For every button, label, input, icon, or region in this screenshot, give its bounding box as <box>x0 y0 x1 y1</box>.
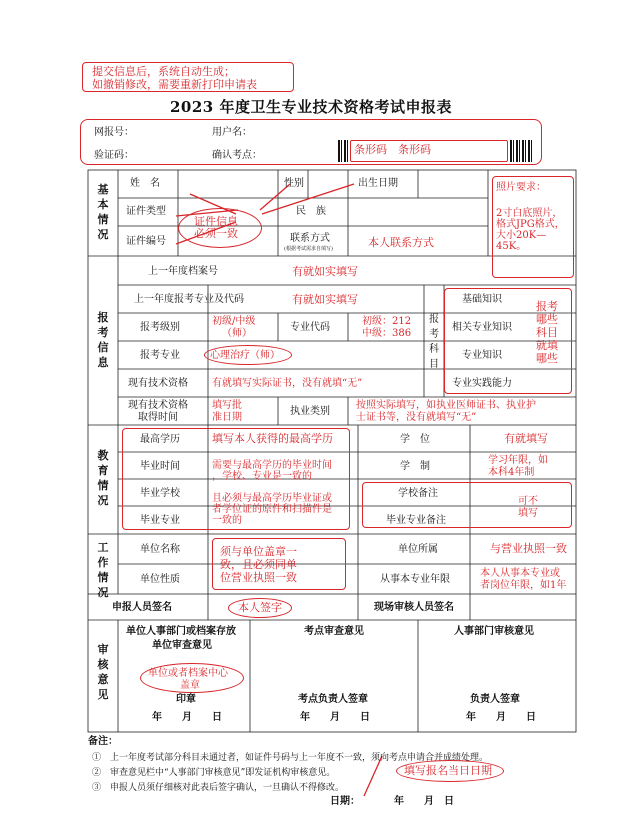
subjects-label: 报考科目 <box>429 314 439 370</box>
id-note-line1: 证件信息 <box>194 215 238 228</box>
name-label: 姓 名 <box>130 178 160 189</box>
review-col3: 人事部门审核意见 <box>454 626 534 637</box>
birth-label: 出生日期 <box>358 178 398 189</box>
degree-note: 有就填写 <box>504 432 548 445</box>
years-label: 从事本专业年限 <box>380 574 450 585</box>
id-note-line2: 必须一致 <box>194 227 238 240</box>
unit-note-2: 致，且必须同单 <box>220 558 297 571</box>
net-id-label: 网报号： <box>94 127 134 138</box>
reviewer-sign-label: 现场审核人员签名 <box>374 602 454 613</box>
stamp-label: 印章 <box>176 694 196 705</box>
id-no-label: 证件编号 <box>126 236 166 247</box>
major-code-note-2: 中级：386 <box>362 328 412 339</box>
degree-label: 学 位 <box>400 434 430 445</box>
col3-sign-label: 负责人签章 <box>470 694 520 705</box>
nature-label: 单位性质 <box>140 574 180 585</box>
school-remark-note-1: 可不 <box>518 496 538 507</box>
unit-note-3: 位营业执照一致 <box>220 571 297 584</box>
notes-title: 备注： <box>88 736 118 747</box>
note-2: ② 审查意见栏中“人事部门审核意见”即发证机构审核意见。 <box>92 768 336 778</box>
review-date-2: 年 月 日 <box>300 712 370 723</box>
qual-note: 有就填写实际证书，没有就填“无” <box>212 378 363 389</box>
note-3: ③ 申报人员须仔细核对此表后签字确认，一旦确认不得修改。 <box>92 783 345 793</box>
edu-note-6: 一致的 <box>212 515 242 526</box>
contact-note: 本人联系方式 <box>368 236 434 249</box>
captcha-label: 验证码： <box>94 150 134 161</box>
review-col1-line2: 单位审查意见 <box>152 640 212 651</box>
stamp-note-1: 单位或者档案中心 <box>148 668 228 679</box>
applicant-note: 本人签字 <box>238 601 282 614</box>
applicant-sign-label: 申报人员签名 <box>112 602 172 613</box>
contact-sub: (根据考试需求自填写) <box>284 246 333 252</box>
prev-archive-note: 有就如实填写 <box>292 265 358 278</box>
username-label: 用户名： <box>212 127 252 138</box>
note-1: ① 上一年度考试部分科目未通过者，如证件号码与上一年度不一致，须向考点申请合并成绩处理。 <box>92 753 489 763</box>
review-col1-line1: 单位人事部门或档案存放 <box>126 626 236 637</box>
unit-belong-note: 与营业执照一致 <box>490 542 567 555</box>
years-note-2: 者岗位年限，如1年 <box>480 580 567 591</box>
section-basic-label: 基本情况 <box>97 183 109 241</box>
level-note-2: （师） <box>222 328 252 339</box>
subject-major: 专业知识 <box>462 350 502 361</box>
practice-label: 执业类别 <box>290 406 330 417</box>
section-work-label: 工作情况 <box>97 541 109 599</box>
subject-practice: 专业实践能力 <box>452 378 512 389</box>
qual-time-label-2: 取得时间 <box>138 412 178 423</box>
level-note-1: 初级/中级 <box>212 316 256 327</box>
id-type-label: 证件类型 <box>126 206 166 217</box>
prev-major-note: 有就如实填写 <box>292 293 358 306</box>
notice-line2: 如撤销修改，需要重新打印申请表 <box>92 78 257 91</box>
stamp-note-2: 盖章 <box>180 680 200 691</box>
date-label: 日期： <box>330 796 360 807</box>
edu-degree-note: 填写本人获得的最高学历 <box>212 432 333 445</box>
length-note-2: 本科4年制 <box>488 467 535 478</box>
ethnic-label: 民 族 <box>296 206 326 217</box>
exam-major-label: 报考专业 <box>140 350 180 361</box>
photo-req-desc: 2寸白底照片，格式JPG格式，大小20K—45K。 <box>496 208 565 252</box>
practice-note-1: 按照实际填写，如执业医师证书、执业护 <box>356 400 536 411</box>
unit-note-1: 须与单位盖章一 <box>220 545 297 558</box>
subject-related: 相关专业知识 <box>452 322 512 333</box>
contact-label: 联系方式 <box>290 233 330 244</box>
unit-label: 单位名称 <box>140 544 180 555</box>
subjects-note: 报考哪些科目就填哪些 <box>536 300 558 365</box>
practice-note-2: 士证书等，没有就填写“无” <box>356 412 477 423</box>
qual-time-note-1: 填写批 <box>212 400 242 411</box>
qual-time-label-1: 现有技术资格 <box>128 400 188 411</box>
date-note: 填写报名当日日期 <box>404 764 492 777</box>
unit-belong-label: 单位所属 <box>398 544 438 555</box>
years-note-1: 本人从事本专业或 <box>480 568 560 579</box>
notice-line1: 提交信息后，系统自动生成； <box>92 65 235 78</box>
major-code-label: 专业代码 <box>290 322 330 333</box>
review-date-1: 年 月 日 <box>152 712 222 723</box>
qual-label: 现有技术资格 <box>128 378 188 389</box>
major-note: 心理治疗（师） <box>210 350 280 361</box>
section-exam-label: 报考信息 <box>97 311 109 369</box>
edu-note-1: 需要与最高学历的毕业时间 <box>212 460 332 471</box>
form-title: 2023 年度卫生专业技术资格考试申报表 <box>170 98 452 116</box>
grad-major-label: 毕业专业 <box>140 515 180 526</box>
review-col2: 考点审查意见 <box>304 626 364 637</box>
edu-degree-label: 最高学历 <box>140 434 180 445</box>
length-note-1: 学习年限，如 <box>488 455 548 466</box>
section-review-label: 审核意见 <box>97 643 109 701</box>
section-edu-label: 教育情况 <box>97 449 109 507</box>
photo-req-title: 照片要求： <box>496 182 546 193</box>
grad-time-label: 毕业时间 <box>140 461 180 472</box>
major-remark-label: 毕业专业备注 <box>386 515 446 526</box>
prev-archive-label: 上一年度档案号 <box>148 266 218 277</box>
qual-time-note-2: 准日期 <box>212 412 242 423</box>
level-label: 报考级别 <box>140 322 180 333</box>
school-label: 毕业学校 <box>140 488 180 499</box>
confirm-site-label: 确认考点： <box>212 150 262 161</box>
edu-note-4: 且必须与最高学历毕业证或 <box>212 493 332 504</box>
length-label: 学 制 <box>400 461 430 472</box>
col2-sign-label: 考点负责人签章 <box>298 694 368 705</box>
gender-label: 性别 <box>284 178 304 189</box>
subject-basic: 基础知识 <box>462 294 502 305</box>
edu-note-2: ，学校、专业是一致的 <box>212 471 312 482</box>
prev-major-label: 上一年度报考专业及代码 <box>134 294 244 305</box>
edu-note-5: 者学位证的原件和扫描件是 <box>212 504 332 515</box>
barcode-note: 条形码 条形码 <box>354 143 431 156</box>
school-remark-note-2: 填写 <box>518 508 538 519</box>
date-value: 年 月 日 <box>394 796 454 807</box>
school-remark-label: 学校备注 <box>398 488 438 499</box>
review-date-3: 年 月 日 <box>466 712 536 723</box>
major-code-note-1: 初级：212 <box>362 316 412 327</box>
